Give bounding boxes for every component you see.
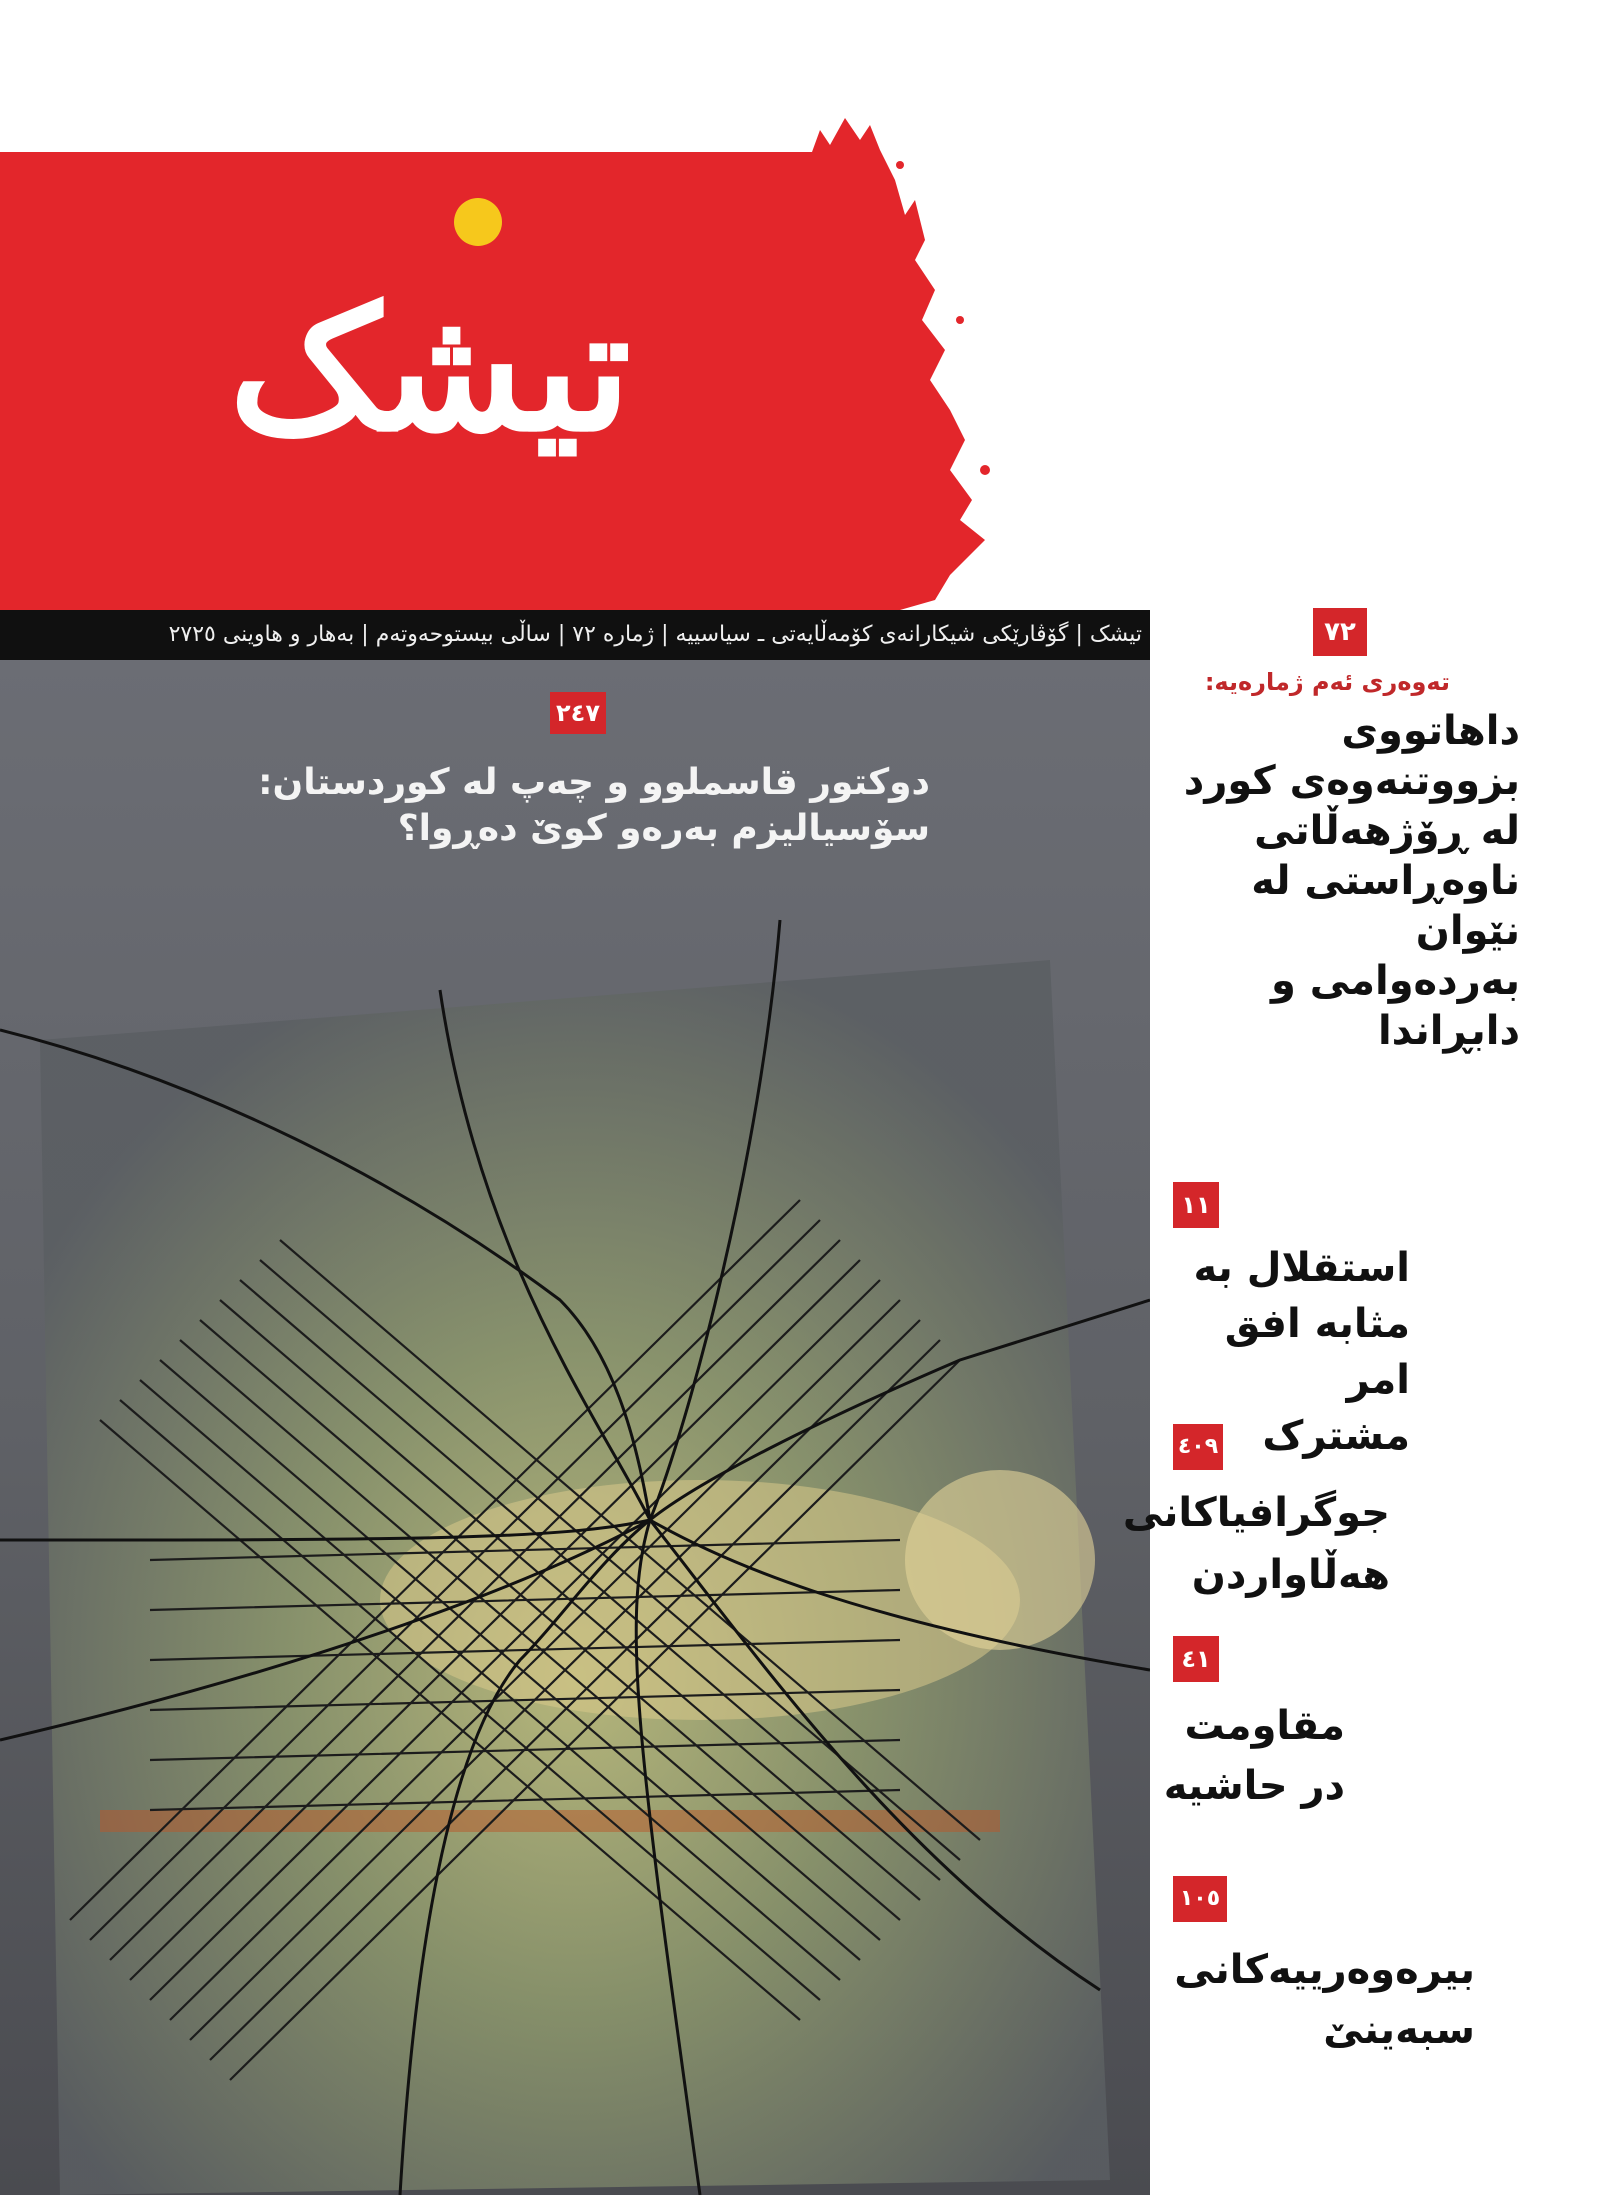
figure-head [905, 1470, 1095, 1650]
article-title-line: جوگرافیاکانی [1122, 1490, 1390, 1536]
issue-info-strip: تیشک | گۆڤارێکی شیکارانەی کۆمەڵایەتی ـ سیاسییە | ژمارە ٧٢ | ساڵی بیستوحەوتەم | بەهار و هاوینی ٢٧٢٥ [0, 610, 1150, 660]
brush-speck [896, 161, 904, 169]
feature-page-badge: ٢٤٧ [550, 692, 606, 734]
article-page-badge: ٤١ [1173, 1636, 1219, 1682]
cover-photo [0, 660, 1150, 2195]
theme-title-line: بزووتنەوەی کورد [1183, 758, 1520, 804]
article-title-line: مثابه افق امر [1224, 1301, 1410, 1403]
theme-title [1160, 706, 1520, 1056]
red-bar-reflection [100, 1810, 1000, 1832]
theme-title-line: ناوەڕاستی لە نێوان [1251, 858, 1520, 954]
article-title-line: مقاومت [1184, 1703, 1345, 1749]
feature-headline [190, 760, 930, 852]
theme-title-line: داهاتووی [1341, 708, 1520, 754]
article-page-badge: ١١ [1173, 1182, 1219, 1228]
article-title-line: هەڵاواردن [1191, 1552, 1390, 1598]
brush-speck [956, 316, 964, 324]
brush-speck [980, 465, 990, 475]
article-title [1122, 1482, 1390, 1606]
article-page-badge: ١٠٥ [1173, 1876, 1227, 1922]
issue-number-badge: ٧٢ [1313, 608, 1367, 656]
magazine-logo: تیشک [228, 270, 632, 470]
theme-title-line: لە ڕۆژهەڵاتی [1254, 808, 1520, 854]
article-title-line: بیرەوەرییەکانی [1174, 1947, 1475, 1993]
feature-headline-line: دوکتور قاسملوو و چەپ لە کوردستان: [258, 762, 930, 803]
article-title [1160, 1940, 1475, 2060]
theme-label: تەوەری ئەم ژمارەیە: [1204, 668, 1450, 696]
article-title-line: سبەینێ [1323, 2007, 1475, 2053]
theme-title-line: دابڕاندا [1377, 1008, 1520, 1054]
article-title-line: در حاشیه [1163, 1763, 1345, 1809]
article-title [1160, 1696, 1345, 1816]
article-title-line: استقلال به [1193, 1245, 1410, 1291]
theme-title-line: بەردەوامی و [1270, 958, 1520, 1004]
feature-headline-line: سۆسیالیزم بەرەو کوێ دەڕوا؟ [397, 808, 930, 849]
article-title-line: مشترک [1262, 1413, 1410, 1459]
article-page-badge: ٤٠٩ [1173, 1424, 1223, 1470]
